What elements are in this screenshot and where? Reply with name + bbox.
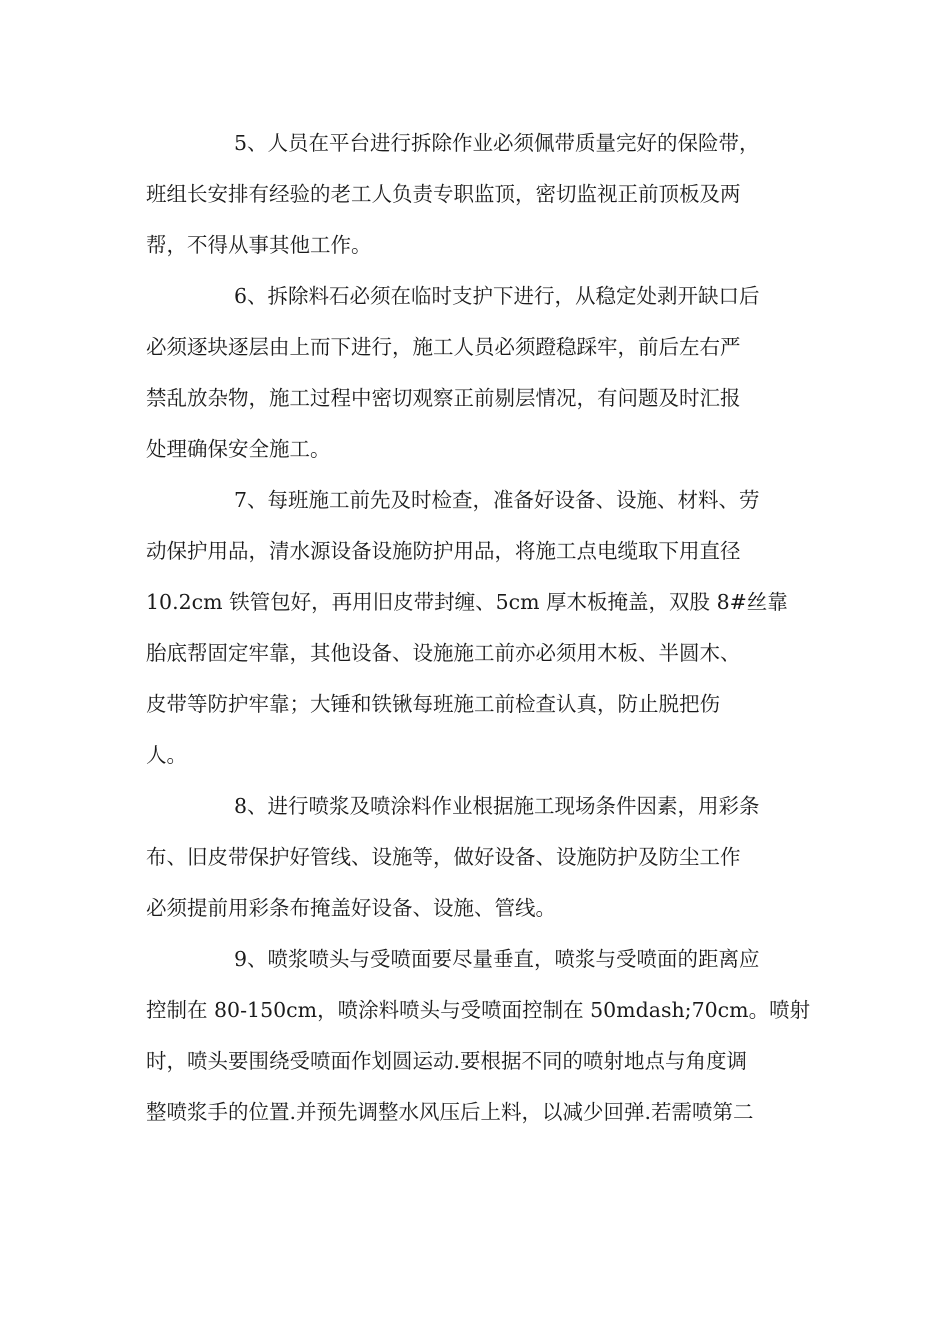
paragraph-6 (146, 271, 810, 475)
text-line: 整喷浆手的位置.并预先调整水风压后上料，以减少回弹.若需喷第二 (146, 1100, 754, 1124)
text-line: 时，喷头要围绕受喷面作划圆运动.要根据不同的喷射地点与角度调 (146, 1049, 748, 1073)
text-line: 6、拆除料石必须在临时支护下进行，从稳定处剥开缺口后 (234, 284, 760, 308)
text-line: 必须逐块逐层由上而下进行，施工人员必须蹬稳踩牢，前后左右严 (146, 335, 741, 359)
text-line: 布、旧皮带保护好管线、设施等，做好设备、设施防护及防尘工作 (146, 845, 741, 869)
text-line: 动保护用品，清水源设备设施防护用品，将施工点电缆取下用直径 (146, 539, 741, 563)
text-line: 班组长安排有经验的老工人负责专职监顶，密切监视正前顶板及两 (146, 182, 741, 206)
paragraph-7 (146, 475, 810, 781)
text-line: 禁乱放杂物，施工过程中密切观察正前剔层情况，有问题及时汇报 (146, 386, 741, 410)
paragraph-5 (146, 118, 810, 271)
text-line: 控制在 80-150cm，喷涂料喷头与受喷面控制在 50mdash;70cm。喷射 (146, 998, 811, 1022)
text-line: 10.2cm 铁管包好，再用旧皮带封缠、5cm 厚木板掩盖，双股 8#丝靠 (146, 590, 788, 614)
text-line: 帮，不得从事其他工作。 (146, 233, 372, 257)
paragraph-8 (146, 781, 810, 934)
text-line: 8、进行喷浆及喷涂料作业根据施工现场条件因素，用彩条 (234, 794, 760, 818)
text-line: 5、人员在平台进行拆除作业必须佩带质量完好的保险带， (234, 131, 760, 155)
text-line: 9、喷浆喷头与受喷面要尽量垂直，喷浆与受喷面的距离应 (234, 947, 760, 971)
text-line: 7、每班施工前先及时检查，准备好设备、设施、材料、劳 (234, 488, 760, 512)
body-text (146, 118, 810, 1138)
text-line: 胎底帮固定牢靠，其他设备、设施施工前亦必须用木板、半圆木、 (146, 641, 741, 665)
text-line: 处理确保安全施工。 (146, 437, 331, 461)
text-line: 人。 (146, 743, 187, 767)
text-line: 皮带等防护牢靠；大锤和铁锹每班施工前检查认真，防止脱把伤 (146, 692, 720, 716)
paragraph-9 (146, 934, 810, 1138)
text-line: 必须提前用彩条布掩盖好设备、设施、管线。 (146, 896, 556, 920)
